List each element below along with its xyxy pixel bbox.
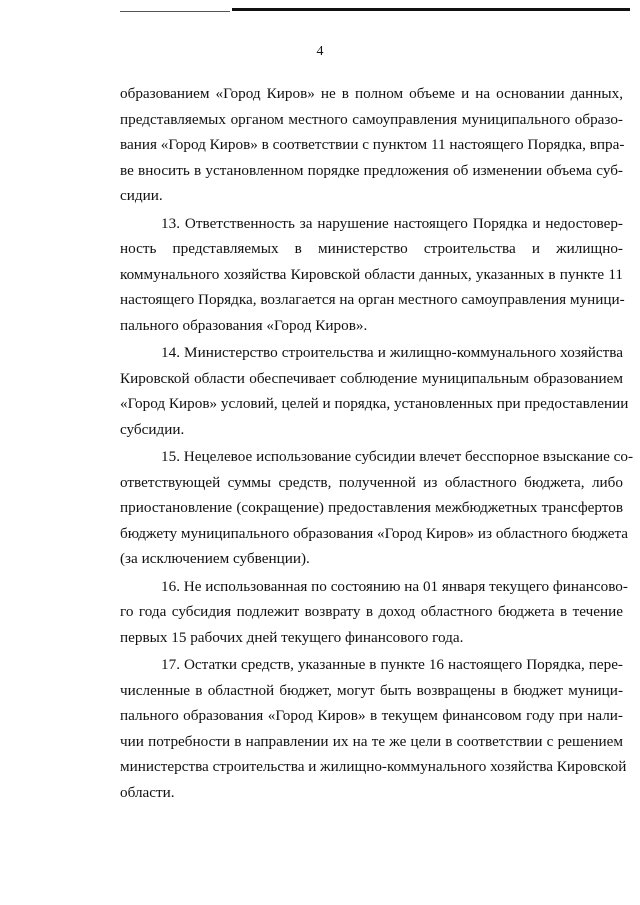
document-body	[120, 81, 634, 807]
text-line: ответствующей суммы средств, полученной из областного бюджета, либо	[120, 473, 623, 491]
text-line: го года субсидия подлежит возврату в доход областного бюджета в течение	[120, 603, 623, 621]
text-line: образованием «Город Киров» не в полном объеме и на основании данных,	[120, 85, 623, 102]
paragraph-14	[120, 340, 629, 442]
text-line: бюджету муниципального образования «Город Киров» из областного бюджета	[120, 524, 629, 542]
text-line: настоящего Порядка, возлагается на орган местного самоуправления муници-	[120, 291, 625, 309]
text-line: первых 15 рабочих дней текущего финансового года.	[120, 628, 464, 646]
text-line: сидии.	[120, 187, 163, 205]
text-line: коммунального хозяйства Кировской области данных, указанных в пункте 11	[120, 265, 623, 283]
text-line: численные в областной бюджет, могут быть возвращены в бюджет муници-	[120, 681, 623, 699]
text-line: (за исключением субвенции).	[120, 550, 310, 568]
text-line: представляемых органом местного самоуправления муниципального образо-	[120, 110, 623, 128]
text-line: субсидии.	[120, 420, 185, 438]
header-rule-thick	[232, 8, 630, 11]
text-line: «Город Киров» условий, целей и порядка, установленных при предоставлении	[120, 395, 629, 413]
paragraph-continuation	[120, 81, 623, 209]
text-line: 13. Ответственность за нарушение настоящего Порядка и недостовер-	[161, 214, 623, 232]
paragraph-15	[120, 444, 634, 572]
header-rule-thin	[120, 11, 230, 12]
text-line: 15. Нецелевое использование субсидии влечет бесспорное взыскание со-	[161, 448, 634, 466]
text-line: 16. Не использованная по состоянию на 01 января текущего финансово-	[161, 577, 628, 595]
text-line: вания «Город Киров» в соответствии с пунктом 11 настоящего Порядка, впра-	[120, 136, 625, 154]
text-line: Кировской области обеспечивает соблюдение муниципальным образованием	[120, 369, 623, 387]
text-line: ность представляемых в министерство строительства и жилищно-	[120, 240, 623, 258]
text-line: ве вносить в установленном порядке предложения об изменении объема суб-	[120, 161, 623, 179]
text-line: чии потребности в направлении их на те же цели в соответствии с решением	[120, 732, 623, 750]
text-line: области.	[120, 784, 175, 801]
text-line: министерства строительства и жилищно-коммунального хозяйства Кировской	[120, 758, 627, 776]
page-number: 4	[316, 44, 324, 59]
paragraph-16	[120, 574, 628, 651]
text-line: 17. Остатки средств, указанные в пункте 16 настоящего Порядка, пере-	[161, 656, 623, 674]
text-line: приостановление (сокращение) предоставления межбюджетных трансфертов	[120, 499, 623, 517]
paragraph-17	[120, 652, 627, 806]
paragraph-13	[120, 211, 623, 339]
text-line: 14. Министерство строительства и жилищно-коммунального хозяйства	[161, 344, 623, 362]
text-line: пального образования «Город Киров».	[120, 316, 368, 334]
text-line: пального образования «Город Киров» в текущем финансовом году при нали-	[120, 707, 623, 725]
